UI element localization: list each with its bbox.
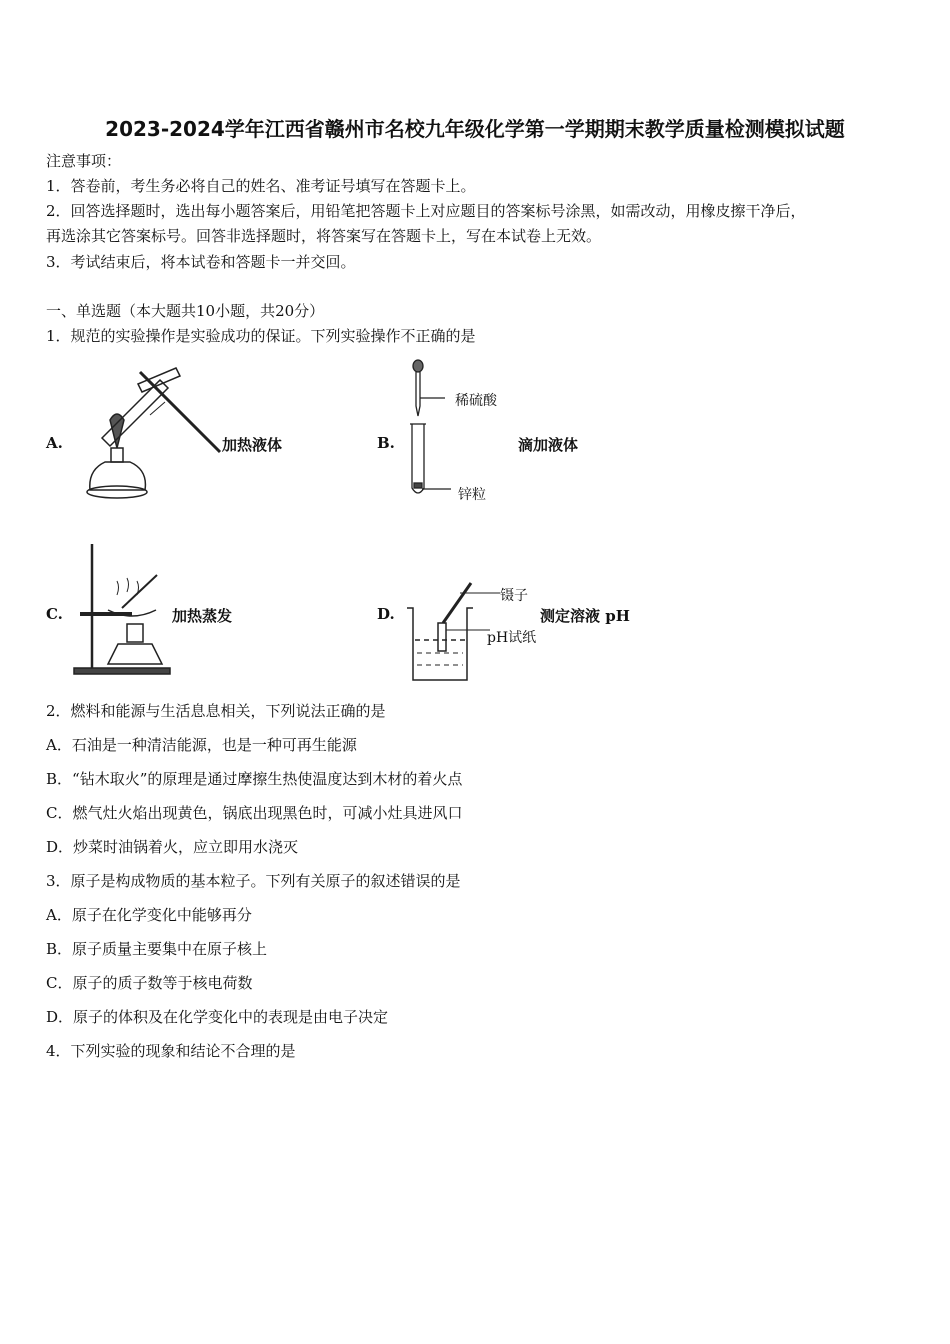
question-3-option: D．原子的体积及在化学变化中的表现是由电子决定 [46,1008,389,1026]
question-2-option: A．石油是一种清洁能源，也是一种可再生能源 [46,736,357,754]
note-item: 2．回答选择题时，选出每小题答案后，用铅笔把答题卡上对应题目的答案标号涂黑，如需改动，用橡皮擦干净后， [46,202,806,220]
option-c-letter: C. [46,605,63,623]
option-a-letter: A. [46,434,63,452]
note-item: 再选涂其它答案标号。回答非选择题时，将答案写在答题卡上，写在本试卷上无效。 [46,227,602,245]
dropper-test-tube-illustration [405,358,465,508]
label-tweezers: 镊子 [500,588,528,604]
question-2-option: C．燃气灶火焰出现黄色，锅底出现黑色时，可减小灶具进风口 [46,804,463,822]
question-2-stem: 2．燃料和能源与生活息息相关，下列说法正确的是 [46,702,386,720]
heating-liquid-illustration [80,360,230,510]
question-3-stem: 3．原子是构成物质的基本粒子。下列有关原子的叙述错误的是 [46,872,461,890]
notes-heading: 注意事项： [46,152,122,170]
option-d-letter: D. [377,605,395,623]
option-b-caption: 滴加液体 [518,436,579,454]
question-2-option: B．“钻木取火”的原理是通过摩擦生热使温度达到木材的着火点 [46,770,463,788]
question-1-stem: 1．规范的实验操作是实验成功的保证。下列实验操作不正确的是 [46,327,476,345]
option-a-caption: 加热液体 [222,436,283,454]
question-3-option: C．原子的质子数等于核电荷数 [46,974,253,992]
option-c-caption: 加热蒸发 [172,607,233,625]
label-zinc-granules: 锌粒 [458,487,486,503]
evaporation-illustration [72,540,182,680]
note-item: 3．考试结束后，将本试卷和答题卡一并交回。 [46,253,356,271]
page-title: 2023-2024学年江西省赣州市名校九年级化学第一学期期末教学质量检测模拟试题 [105,117,845,141]
note-item: 1．答卷前，考生务必将自己的姓名、准考证号填写在答题卡上。 [46,177,476,195]
question-3-option: A．原子在化学变化中能够再分 [46,906,252,924]
section-heading: 一、单选题（本大题共10小题，共20分） [46,302,325,320]
question-4-stem: 4．下列实验的现象和结论不合理的是 [46,1042,296,1060]
label-dilute-sulfuric-acid: 稀硫酸 [455,393,497,409]
label-ph-paper: pH试纸 [487,630,537,646]
question-2-option: D．炒菜时油锅着火，应立即用水浇灭 [46,838,299,856]
option-b-letter: B. [377,434,395,452]
question-3-option: B．原子质量主要集中在原子核上 [46,940,268,958]
ph-test-illustration [405,575,495,685]
option-d-caption: 测定溶液 pH [540,607,630,625]
